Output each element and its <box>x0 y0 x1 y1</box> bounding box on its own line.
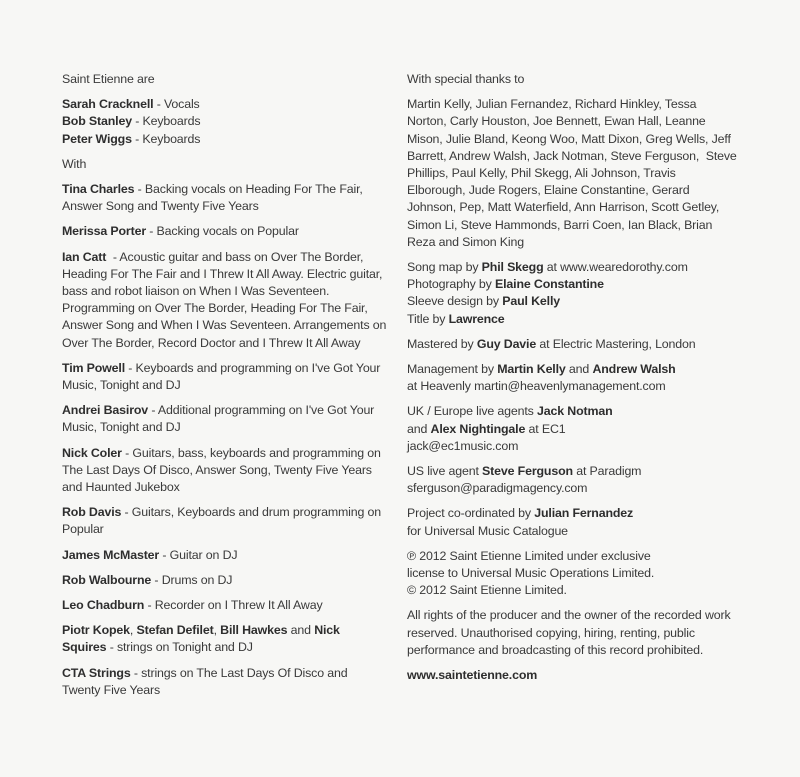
thanks-label: With special thanks to <box>407 72 525 86</box>
guest-desc: - Recorder on I Threw It All Away <box>144 598 323 613</box>
guest-credit <box>62 360 387 394</box>
guest-credit <box>62 547 387 564</box>
separator: , <box>129 623 137 638</box>
guest-desc: - Guitars, bass, keyboards and programming on The Last Days Of Disco, Answer Song, Twenty Five Years and Haunted Jukebox <box>62 445 381 495</box>
thanks-column <box>407 71 740 692</box>
design-credits <box>407 259 737 328</box>
credit-prefix: Management by <box>407 362 498 377</box>
agent-email: sferguson@paradigmagency.com <box>407 481 588 496</box>
uk-agents-credit <box>407 403 737 455</box>
credit-suffix: at EC1 <box>525 421 566 436</box>
management-contact: at Heavenly martin@heavenlymanagement.com <box>407 379 666 394</box>
separator: and <box>565 362 593 377</box>
member-credit <box>62 132 200 146</box>
member-role: - Vocals <box>153 97 200 112</box>
guest-desc: - Guitar on DJ <box>159 547 238 562</box>
band-intro: Saint Etienne are <box>62 72 155 86</box>
credit-name: Guy Davie <box>476 336 537 351</box>
credit-name: Martin Kelly <box>497 362 566 377</box>
guest-desc: - Acoustic guitar and bass on Over The Border, Heading For The Fair and I Threw It All Away. Electric guitar, bass and robot liaison on When I Was Seventeen. Programming on Over The Border, Heading For The Fair, Answer Song and When I Was Seventeen. Arrangements on Over The Border, Record Doctor and I Threw It All Away <box>62 249 390 350</box>
separator: and <box>287 623 315 638</box>
management-credit <box>407 361 737 395</box>
guest-name: Bill Hawkes <box>220 623 288 638</box>
strings-credit <box>62 622 387 656</box>
guest-desc: - strings on Tonight and DJ <box>106 640 253 655</box>
credit-suffix: at www.wearedorothy.com <box>543 260 688 275</box>
credit-prefix: Photography by <box>407 277 495 292</box>
guest-credit <box>62 402 387 436</box>
agent-email: jack@ec1music.com <box>407 438 519 453</box>
guest-desc: - Keyboards and programming on I've Got Your Music, Tonight and DJ <box>62 360 381 393</box>
member-credit <box>62 97 200 111</box>
member-role: - Keyboards <box>131 131 201 146</box>
guest-credit <box>62 597 387 614</box>
credit-name: Lawrence <box>448 311 505 326</box>
guest-credit <box>62 181 387 215</box>
project-line2: for Universal Music Catalogue <box>407 523 568 538</box>
mastering-credit <box>407 336 737 353</box>
guest-desc: - Backing vocals on Heading For The Fair, Answer Song and Twenty Five Years <box>62 182 363 214</box>
copyright-line: license to Universal Music Operations Limited. <box>407 566 655 581</box>
credit-prefix: UK / Europe live agents <box>407 404 538 419</box>
member-credit <box>62 114 200 128</box>
member-name: Bob Stanley <box>62 114 132 129</box>
website-url[interactable]: www.saintetienne.com <box>407 668 538 683</box>
guest-name: Rob Davis <box>62 505 122 520</box>
guest-name: Ian Catt <box>62 249 107 264</box>
guest-name: Stefan Defilet <box>136 623 214 638</box>
guest-credit <box>62 504 387 538</box>
credit-name: Andrew Walsh <box>592 362 676 377</box>
guest-desc: - strings on The Last Days Of Disco and Twenty Five Years <box>62 665 348 697</box>
project-credit <box>407 505 737 539</box>
credit-prefix: Song map by <box>407 260 482 275</box>
credit-prefix: Title by <box>407 311 449 326</box>
credit-prefix: US live agent <box>407 464 483 479</box>
credit-name: Alex Nightingale <box>430 421 526 436</box>
guest-credit <box>62 572 387 589</box>
guest-name: Tim Powell <box>62 360 125 375</box>
guest-desc: - Guitars, Keyboards and drum programming on Popular <box>62 505 382 537</box>
credit-prefix: Mastered by <box>407 336 477 351</box>
separator: , <box>213 623 221 638</box>
guest-name: Piotr Kopek <box>62 623 130 638</box>
guest-name: Andrei Basirov <box>62 403 149 418</box>
guest-desc: - Backing vocals on Popular <box>146 224 299 239</box>
guest-name: Merissa Porter <box>62 224 146 239</box>
guest-desc: - Additional programming on I've Got Your Music, Tonight and DJ <box>62 403 375 435</box>
band-members <box>62 96 387 148</box>
copyright-notice <box>407 548 737 600</box>
guest-name: Nick Squires <box>62 623 340 655</box>
credits-column <box>62 71 390 707</box>
credit-name: Steve Ferguson <box>482 464 573 479</box>
member-name: Sarah Cracknell <box>62 97 154 112</box>
credit-name: Julian Fernandez <box>534 506 634 521</box>
guest-credit <box>62 445 387 497</box>
with-label: With <box>62 156 87 171</box>
copyright-line: © 2012 Saint Etienne Limited. <box>407 583 567 598</box>
credit-suffix: at Electric Mastering, London <box>536 336 696 351</box>
thanks-list: Martin Kelly, Julian Fernandez, Richard Hinkley, Tessa Norton, Carly Houston, Joe Bennett, Ewan Hall, Leanne Mison, Julie Bland, Keong Woo, Matt Dixon, Greg Wells, Jeff Barrett, Andrew Walsh, Jack Notman, Steve Ferguson, Steve Phillips, Paul Kelly, Phil Skegg, Ali Johnson, Travis Elborough, Jude Rogers, Elaine Constantine, Gerard Johnson, Pep, Matt Waterfield, Ann Harrison, Scott Getley, Simon Li, Steve Hammonds, Barri Coen, Ian Black, Brian Reza and Simon King <box>407 97 740 249</box>
rights-notice: All rights of the producer and the owner of the recorded work reserved. Unauthorised copying, hiring, renting, public performance and broadcasting of this record prohibited. <box>407 608 731 657</box>
credit-name: Elaine Constantine <box>495 277 604 292</box>
credit-name: Phil Skegg <box>481 260 544 275</box>
guest-name: James McMaster <box>62 547 160 562</box>
guest-name: CTA Strings <box>62 665 131 680</box>
credit-suffix: at Paradigm <box>572 464 642 479</box>
credit-prefix: Sleeve design by <box>407 294 503 309</box>
guest-desc: - Drums on DJ <box>151 572 233 587</box>
website-link[interactable] <box>407 667 737 684</box>
credit-name: Paul Kelly <box>502 294 560 309</box>
member-name: Peter Wiggs <box>62 131 132 146</box>
credit-prefix: Project co-ordinated by <box>407 506 535 521</box>
copyright-line: ℗ 2012 Saint Etienne Limited under exclusive <box>407 548 651 563</box>
separator: and <box>407 421 431 436</box>
guest-name: Leo Chadburn <box>62 598 145 613</box>
member-role: - Keyboards <box>131 114 201 129</box>
credit-name: Jack Notman <box>537 404 613 419</box>
us-agent-credit <box>407 463 737 497</box>
guest-credit <box>62 249 390 352</box>
guest-name: Tina Charles <box>62 182 135 197</box>
guest-credit <box>62 223 387 240</box>
guest-name: Rob Walbourne <box>62 572 152 587</box>
cta-strings-credit <box>62 665 387 699</box>
guest-name: Nick Coler <box>62 445 122 460</box>
